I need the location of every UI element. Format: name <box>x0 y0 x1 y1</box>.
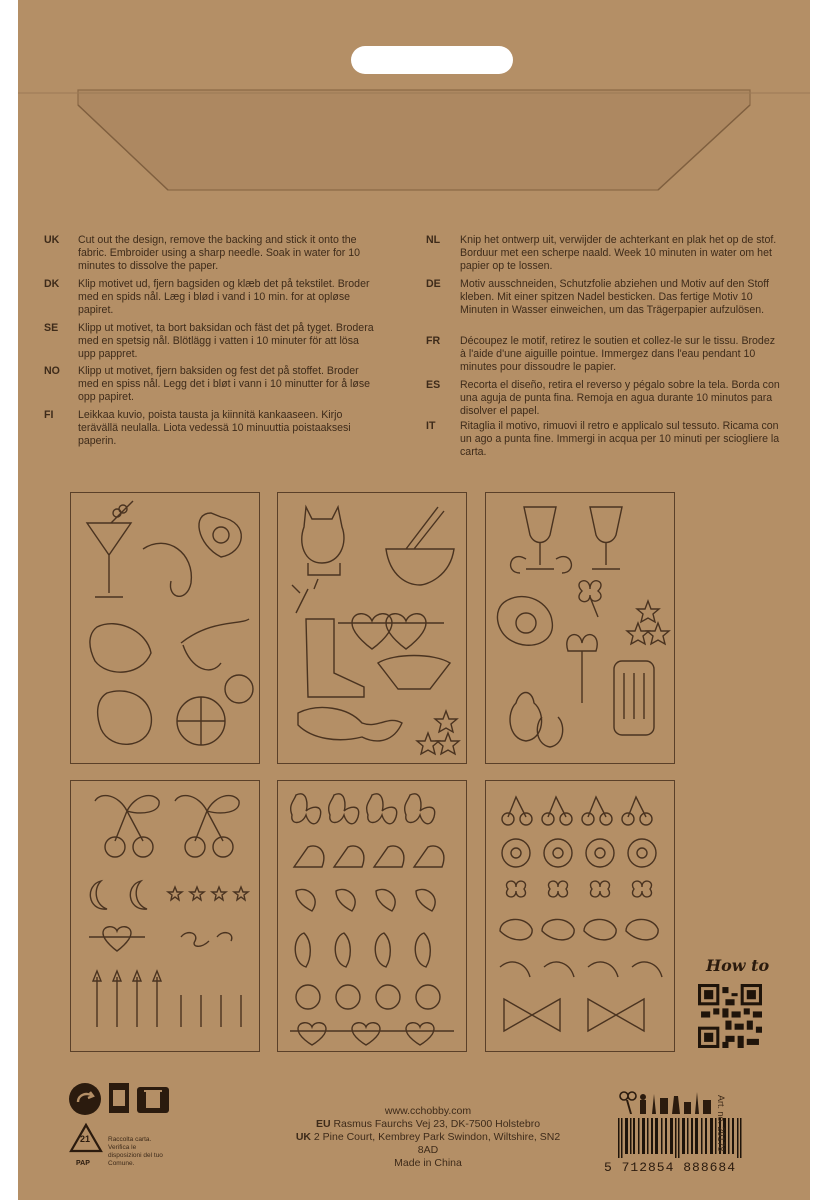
clover-motif <box>579 581 601 617</box>
instruction-de: Motiv ausschneiden, Schutzfolie abziehen und Motiv auf den Stoff kleben. Mit einer spitzen Nadel besticken. Das fertige Motiv 10 Minuten in Wasser einweichen, um das Trägerpapier aufzulösen. <box>460 278 769 316</box>
butterflies-motif <box>291 794 321 824</box>
lang-code-it: IT <box>426 420 436 432</box>
design-sheet-1 <box>70 492 260 764</box>
lang-code-no: NO <box>44 365 60 377</box>
pears-motif <box>510 693 563 748</box>
noodle-bowl-motif <box>386 507 454 585</box>
lang-code-se: SE <box>44 322 59 334</box>
lang-code-nl: NL <box>426 234 441 246</box>
instruction-uk: Cut out the design, remove the backing and stick it onto the fabric. Embroider using a sharp needle. Soak in water for 10 minutes to dissolve the paper. <box>78 234 361 272</box>
lang-code-de: DE <box>426 278 441 290</box>
barcode-number: 5 712854 888684 <box>604 1160 737 1175</box>
eu-address-line <box>288 1118 568 1131</box>
design-sheet-2 <box>277 492 467 764</box>
package-back <box>18 0 810 1200</box>
croissants-motif <box>296 889 435 911</box>
uk-label: UK <box>295 1131 311 1143</box>
heart-arrow-small-motif <box>89 927 145 951</box>
hearts-row-motif <box>290 1023 454 1045</box>
lang-code-dk: DK <box>44 278 60 290</box>
bow-cherries-motif <box>95 796 159 841</box>
website[interactable]: www.cchobby.com <box>384 1105 472 1117</box>
lang-code-fr: FR <box>426 335 441 347</box>
eggs-row-motif <box>296 985 320 1009</box>
eu-label: EU <box>315 1118 331 1130</box>
instruction-dk: Klip motivet ud, fjern bagsiden og klæb det på tekstilet. Broder med en spids nål. Læg i blød i vand i 10 min. for at opløse papiret. <box>78 278 370 316</box>
avocado-motif <box>199 513 241 557</box>
envelope-flap <box>18 0 810 200</box>
moon-motif <box>90 881 147 909</box>
hang-hole <box>351 46 513 74</box>
instruction-it: Ritaglia il motivo, rimuovi il retro e applicalo sul tessuto. Ricama con un ago a punta fine. Immergi in acqua per 10 minuti per sciogliere la carta. <box>460 420 780 458</box>
recycle-material: PAP <box>76 1160 90 1167</box>
instruction-fi: Leikkaa kuvio, poista tausta ja kiinnitä kankaaseen. Kirjo terävällä neulalla. Liota vedessä 10 minuuttia poistaaksesi paperin. <box>78 409 351 447</box>
arrows-motif <box>97 977 241 1027</box>
star-motif-2 <box>637 601 659 622</box>
clovers-row-motif <box>507 881 652 897</box>
recycle-number: 21 <box>80 1134 91 1144</box>
footer-address-block <box>288 1105 568 1170</box>
bow-motif <box>511 557 572 573</box>
lang-code-es: ES <box>426 379 441 391</box>
leaf-sprigs-motif <box>500 962 662 977</box>
eu-address: Rasmus Faurchs Vej 23, DK-7500 Holstebro <box>333 1118 541 1130</box>
instruction-nl: Knip het ontwerp uit, verwijder de achterkant en plak het op de stof. Borduur met een scherpe naald. Week 10 minuten in water om het papier op te lossen. <box>460 234 777 272</box>
instructions-right <box>426 234 786 464</box>
swirl-motif <box>181 933 232 947</box>
oyster-shell-motif <box>98 691 152 744</box>
scissors-tools-icon <box>618 1088 718 1116</box>
design-sheet-5 <box>277 780 467 1052</box>
qr-code-icon[interactable] <box>698 984 762 1048</box>
martini-glass-motif <box>87 523 131 597</box>
fans-row-motif <box>294 846 444 867</box>
recycle-note: Raccolta carta. Verifica le disposizioni del tuo Comune. <box>108 1136 163 1167</box>
fan-motif <box>378 656 450 690</box>
recycling-hand-icon <box>68 1082 102 1116</box>
lemon-halves-motif <box>295 933 430 967</box>
oyster-motif <box>90 624 151 672</box>
fsc-paper-icon <box>108 1082 130 1114</box>
wine-glasses-motif <box>524 507 622 569</box>
lucky-cat-motif <box>302 507 344 575</box>
made-in: Made in China <box>394 1157 462 1169</box>
instruction-no: Klipp ut motivet, fjern baksiden og fest det på stoffet. Broder med en spiss nål. Legg det i bløt i vann i 10 minutter for å løse opp papiret. <box>78 365 371 403</box>
ribbon-bows-motif <box>504 999 644 1031</box>
small-stars-motif <box>168 887 248 900</box>
how-to-label: How to <box>706 956 770 975</box>
design-sheet-3 <box>485 492 675 764</box>
design-sheet-6 <box>485 780 675 1052</box>
instructions-left <box>44 234 384 447</box>
lobster-motif <box>298 708 402 741</box>
flowers-row-motif <box>502 839 530 867</box>
uk-address: 2 Pine Court, Kembrey Park Swindon, Wiltshire, SN2 8AD <box>313 1131 561 1156</box>
article-number: Art. no. 29178 <box>716 1095 726 1152</box>
instruction-es: Recorta el diseño, retira el reverso y pégalo sobre la tela. Borda con una aguja de punta fina. Remoja en agua durante 10 minutos para disolver el papel. <box>460 379 780 417</box>
star-motif <box>435 711 457 732</box>
fried-egg-motif <box>497 597 552 646</box>
shrimp-motif <box>143 543 191 596</box>
lang-code-fi: FI <box>44 409 54 421</box>
tulip-motif <box>567 635 597 703</box>
cowboy-boot-motif <box>306 619 364 697</box>
instruction-se: Klipp ut motivet, ta bort baksidan och fäst det på tyget. Brodera med en spetsig nål. Blötlägg i vatten i 10 minuter för att lösa upp pappret. <box>78 322 374 360</box>
uk-address-line <box>288 1131 568 1157</box>
instruction-fr: Découpez le motif, retirez le soutien et collez-le sur le tissu. Brodez à l'aide d'une aiguille pointue. Immergez dans l'eau pendant 10 minutes pour dissoudre le papier. <box>460 335 776 373</box>
flower-sprig-motif <box>292 579 318 613</box>
hearts-arrow-motif <box>338 614 444 649</box>
bin-disposal-icon <box>136 1086 170 1114</box>
design-sheet-4 <box>70 780 260 1052</box>
avocados-row-motif <box>500 919 658 939</box>
lang-code-uk: UK <box>44 234 60 246</box>
prawn-motif <box>181 619 249 670</box>
